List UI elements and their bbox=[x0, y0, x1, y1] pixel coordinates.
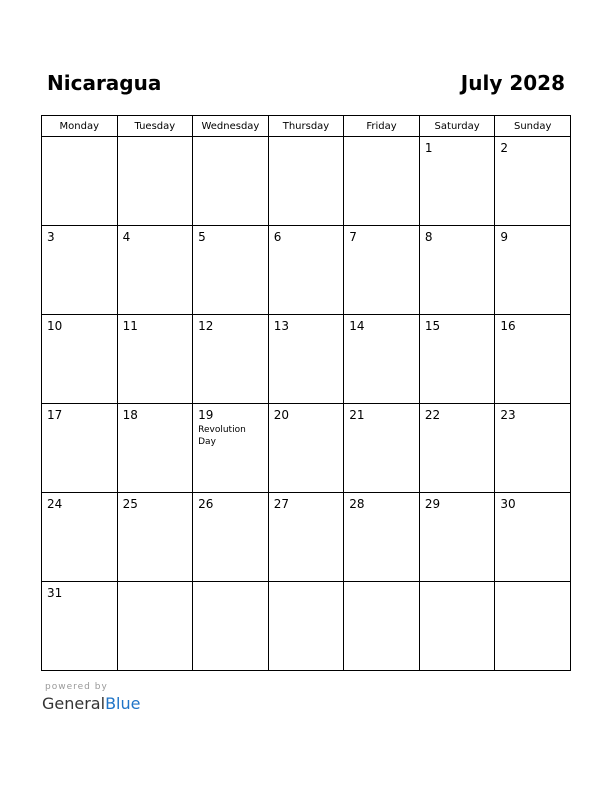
day-cell bbox=[419, 137, 495, 226]
empty-day-cell bbox=[495, 582, 571, 671]
empty-day-cell bbox=[344, 137, 420, 226]
calendar-grid bbox=[41, 115, 571, 671]
day-number: 5 bbox=[198, 230, 206, 244]
day-number: 12 bbox=[198, 319, 214, 333]
day-number: 7 bbox=[349, 230, 357, 244]
day-number: 15 bbox=[424, 319, 441, 333]
day-cell bbox=[268, 315, 344, 404]
weekday-thursday: Thursday bbox=[268, 116, 344, 137]
weekday-tuesday: Tuesday bbox=[117, 116, 193, 137]
empty-day-cell bbox=[344, 582, 420, 671]
brand-blue-text: Blue bbox=[105, 694, 141, 713]
day-number: 3 bbox=[47, 230, 55, 244]
day-cell bbox=[193, 226, 269, 315]
day-cell bbox=[419, 315, 495, 404]
day-cell bbox=[268, 404, 344, 493]
empty-day-cell bbox=[42, 137, 118, 226]
day-number: 17 bbox=[47, 408, 63, 422]
weekday-sunday: Sunday bbox=[495, 116, 571, 137]
day-cell bbox=[42, 226, 118, 315]
day-cell bbox=[268, 226, 344, 315]
day-cell bbox=[193, 404, 269, 493]
day-cell bbox=[419, 226, 495, 315]
day-cell bbox=[117, 226, 193, 315]
weekday-wednesday: Wednesday bbox=[193, 116, 269, 137]
day-number: 13 bbox=[273, 319, 289, 333]
day-number: 14 bbox=[349, 319, 365, 333]
powered-by-label: powered by bbox=[45, 682, 108, 692]
generalblue-logo bbox=[42, 694, 140, 713]
month-title: July 2028 bbox=[460, 71, 565, 95]
day-cell bbox=[193, 493, 269, 582]
country-title: Nicaragua bbox=[47, 71, 162, 95]
week-row bbox=[42, 137, 571, 226]
day-number: 19 bbox=[198, 408, 214, 422]
day-cell bbox=[495, 137, 571, 226]
week-row bbox=[42, 315, 571, 404]
day-cell bbox=[344, 226, 420, 315]
empty-day-cell bbox=[193, 582, 269, 671]
day-cell bbox=[42, 493, 118, 582]
day-number: 23 bbox=[500, 408, 516, 422]
day-cell bbox=[419, 404, 495, 493]
day-cell bbox=[419, 493, 495, 582]
day-number: 4 bbox=[122, 230, 131, 244]
day-cell bbox=[117, 493, 193, 582]
day-number: 27 bbox=[273, 497, 289, 511]
holiday-label: Revolution Day bbox=[198, 425, 246, 447]
day-number: 21 bbox=[349, 408, 365, 422]
day-cell bbox=[42, 315, 118, 404]
empty-day-cell bbox=[268, 137, 344, 226]
day-number: 6 bbox=[273, 230, 282, 244]
day-number: 11 bbox=[122, 319, 138, 333]
day-cell bbox=[495, 404, 571, 493]
week-row bbox=[42, 493, 571, 582]
weekday-saturday: Saturday bbox=[419, 116, 495, 137]
day-cell bbox=[344, 315, 420, 404]
day-cell bbox=[42, 404, 118, 493]
empty-day-cell bbox=[419, 582, 495, 671]
day-number: 28 bbox=[349, 497, 365, 511]
day-number: 16 bbox=[500, 319, 516, 333]
day-number: 25 bbox=[122, 497, 138, 511]
day-number: 2 bbox=[500, 141, 509, 155]
day-cell bbox=[495, 493, 571, 582]
day-cell bbox=[344, 404, 420, 493]
day-cell bbox=[42, 582, 118, 671]
day-number: 9 bbox=[500, 230, 509, 244]
day-number: 18 bbox=[122, 408, 138, 422]
empty-day-cell bbox=[193, 137, 269, 226]
day-number: 22 bbox=[424, 408, 441, 422]
day-cell bbox=[268, 493, 344, 582]
day-cell bbox=[193, 315, 269, 404]
week-row bbox=[42, 582, 571, 671]
brand-general-text: General bbox=[42, 694, 106, 713]
day-number: 1 bbox=[424, 141, 433, 155]
day-number: 26 bbox=[198, 497, 214, 511]
day-number: 30 bbox=[500, 497, 516, 511]
week-row bbox=[42, 226, 571, 315]
day-number: 24 bbox=[47, 497, 63, 511]
weekday-friday: Friday bbox=[344, 116, 420, 137]
day-number: 10 bbox=[47, 319, 63, 333]
day-cell bbox=[495, 226, 571, 315]
day-number: 8 bbox=[424, 230, 433, 244]
week-row bbox=[42, 404, 571, 493]
day-cell bbox=[344, 493, 420, 582]
empty-day-cell bbox=[117, 582, 193, 671]
day-cell bbox=[495, 315, 571, 404]
empty-day-cell bbox=[268, 582, 344, 671]
day-cell bbox=[117, 404, 193, 493]
weekday-monday: Monday bbox=[42, 116, 118, 137]
day-number: 29 bbox=[424, 497, 441, 511]
day-number: 20 bbox=[273, 408, 289, 422]
empty-day-cell bbox=[117, 137, 193, 226]
day-cell bbox=[117, 315, 193, 404]
day-number: 31 bbox=[47, 586, 63, 600]
weekday-header-row bbox=[42, 116, 571, 137]
